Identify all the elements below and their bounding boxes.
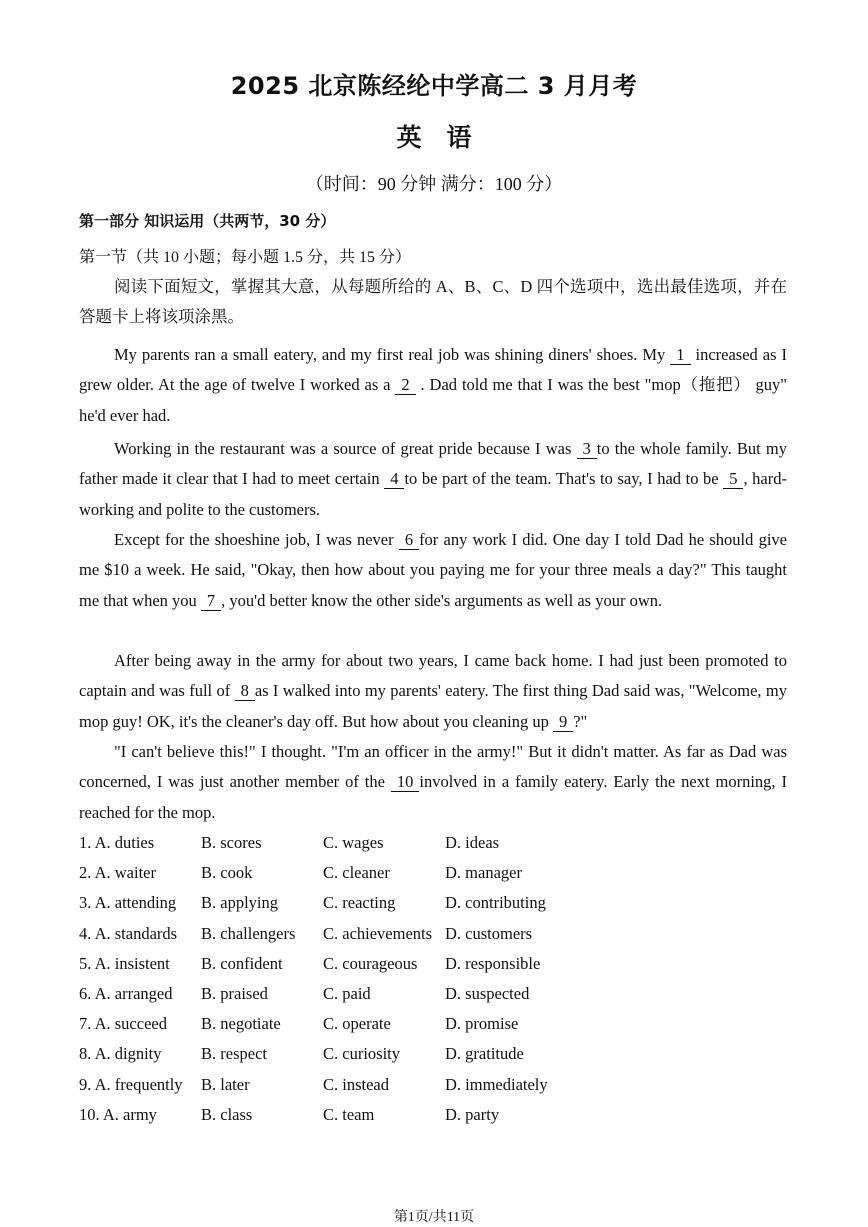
passage-paragraph-2 [79,434,787,525]
passage-paragraph-4 [79,646,787,737]
blank-5: 5 [723,470,743,489]
option-10-B: B. class [201,1104,253,1124]
passage-paragraph-5 [79,737,787,828]
passage-text: ?" [573,711,588,731]
blank-7: 7 [201,592,221,611]
options-list [79,828,799,1130]
option-row [79,979,799,1009]
option-row [79,1039,799,1069]
passage-paragraph-1 [79,340,787,431]
blank-8: 8 [235,682,255,701]
instructions: 阅读下面短文，掌握其大意，从每题所给的 A、B、C、D 四个选项中，选出最佳选项，并在答题卡上将该项涂黑。 [79,277,787,327]
option-7-B: B. negotiate [201,1014,281,1034]
option-6-A: 6. A. arranged [79,984,173,1004]
option-1-A: 1. A. duties [79,833,155,853]
subject-heading: 英 语 [396,123,472,152]
option-9-A: 9. A. frequently [79,1074,183,1094]
passage-text: to the whole family. But my father made it clear that I had to meet certain [79,439,787,489]
blank-10: 10 [391,773,420,792]
passage-text: for any work I did. One day I told Dad he should give me $10 a week. He said, "Okay, then how about you paying me for your three meals a day?" This taught me that when you [79,530,787,610]
option-row [79,1070,799,1100]
option-5-D: D. responsible [445,953,541,973]
passage-text: involved in a family eatery. Early the next morning, I reached for the mop. [79,772,787,822]
option-2-B: B. cook [201,863,253,883]
passage-text: Except for the shoeshine job, I was never [114,530,399,549]
option-row [79,828,799,858]
option-8-B: B. respect [201,1044,267,1064]
option-10-A: 10. A. army [79,1104,157,1124]
option-9-B: B. later [201,1074,250,1094]
option-6-B: B. praised [201,984,268,1004]
blank-9: 9 [553,713,573,732]
option-4-C: C. achievements [323,923,433,943]
option-2-A: 2. A. waiter [79,863,156,883]
passage-text: as I walked into my parents' eatery. The first thing Dad said was, "Welcome, my mop guy! OK, it's the cleaner's day off. But how about you cleaning up [79,681,788,731]
option-row [79,888,799,918]
option-1-C: C. wages [323,833,384,853]
option-4-D: D. customers [445,923,533,943]
option-9-D: D. immediately [445,1074,548,1094]
blank-3: 3 [577,440,597,459]
exam-info: （时间：90 分钟 满分：100 分） [305,174,563,194]
passage-text: , you'd better know the other side's arguments as well as your own. [221,590,663,610]
blank-1: 1 [670,346,690,365]
option-8-D: D. gratitude [445,1044,524,1064]
option-10-C: C. team [323,1104,375,1124]
option-3-C: C. reacting [323,893,396,913]
passage-text: After being away in the army for about two years, I came back home. I had just been promoted to captain and was full of [79,651,787,701]
option-1-B: B. scores [201,833,262,853]
option-9-C: C. instead [323,1074,389,1094]
passage-text: , hard-working and polite to the customers. [79,469,787,519]
option-4-A: 4. A. standards [79,923,178,943]
section-heading: 第一节（共 10 小题；每小题 1.5 分，共 15 分） [79,249,412,266]
option-row [79,858,799,888]
passage-paragraph-3 [79,525,787,616]
option-8-C: C. curiosity [323,1044,400,1064]
option-row [79,1100,799,1130]
passage-text: "I can't believe this!" I thought. "I'm an officer in the army!" But it didn't matter. As far as Dad was concerned, I was just another member of the [79,742,787,792]
option-5-C: C. courageous [323,953,418,973]
option-row [79,1009,799,1039]
option-2-D: D. manager [445,863,522,883]
option-5-A: 5. A. insistent [79,953,170,973]
option-4-B: B. challengers [201,923,296,943]
exam-title: 2025 北京陈经纶中学高二 3 月月考 [230,72,638,100]
passage-text: increased as I grew older. At the age of twelve I worked as a [79,345,787,395]
option-7-D: D. promise [445,1014,519,1034]
option-7-C: C. operate [323,1014,391,1034]
part-heading: 第一部分 知识运用（共两节，30 分） [79,212,336,230]
option-2-C: C. cleaner [323,863,390,883]
option-6-C: C. paid [323,984,371,1004]
option-1-D: D. ideas [445,833,500,853]
option-row [79,919,799,949]
passage-text: Working in the restaurant was a source of great pride because I was [114,439,577,458]
passage-text: . Dad told me that I was the best "mop（拖把） guy" he'd ever had. [79,375,787,425]
option-6-D: D. suspected [445,984,530,1004]
blank-6: 6 [399,531,419,550]
passage-text: My parents ran a small eatery, and my first real job was shining diners' shoes. My [114,345,671,364]
option-5-B: B. confident [201,953,283,973]
option-row [79,949,799,979]
option-3-D: D. contributing [445,893,546,913]
option-3-A: 3. A. attending [79,893,177,913]
passage-text: to be part of the team. That's to say, I had to be [404,469,724,489]
page-footer: 第1页/共11页 [393,1210,475,1225]
option-3-B: B. applying [201,893,278,913]
blank-4: 4 [384,470,404,489]
option-7-A: 7. A. succeed [79,1014,167,1034]
blank-2: 2 [395,376,415,395]
option-8-A: 8. A. dignity [79,1044,162,1064]
option-10-D: D. party [445,1104,500,1124]
